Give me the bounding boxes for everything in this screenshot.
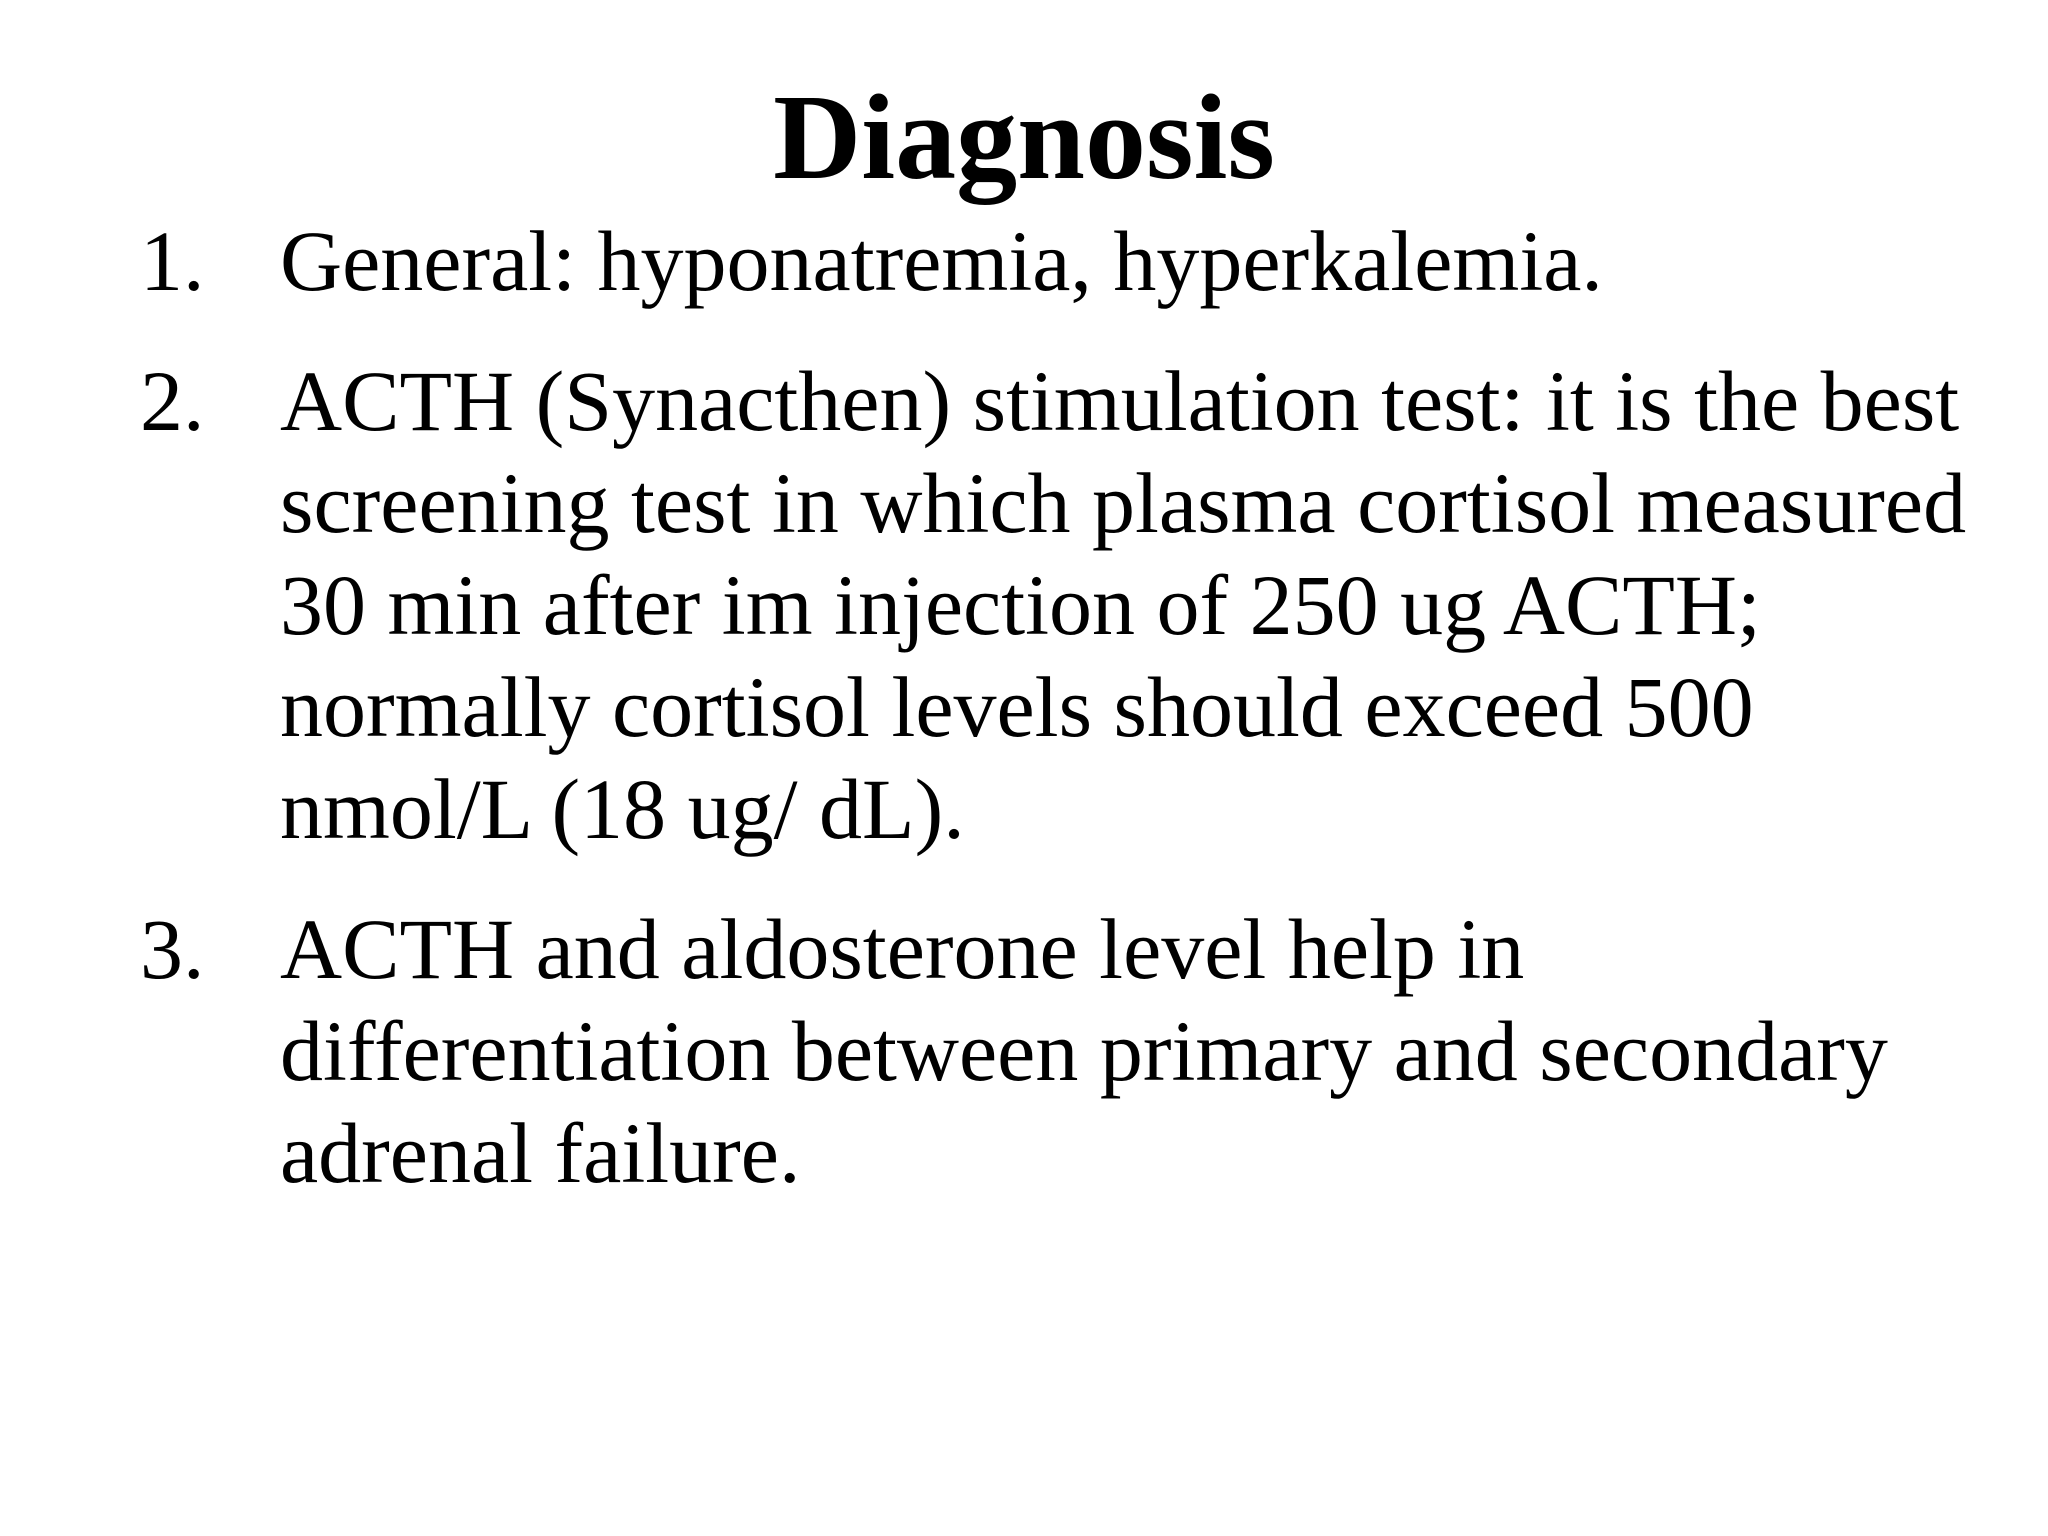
list-item-number: 1. xyxy=(140,213,205,309)
list-item xyxy=(140,210,2000,312)
list-item-text: ACTH (Synacthen) stimulation test: it is the best screening test in which plasma cortisol measured 30 min after im injection of 250 ug ACTH; normally cortisol levels should exceed 500 nmol/L (18 ug/ dL). xyxy=(280,353,1967,857)
slide-title: Diagnosis xyxy=(773,70,1275,205)
list-item xyxy=(140,350,2000,860)
list-item-number: 3. xyxy=(140,901,205,997)
list-item-number: 2. xyxy=(140,353,205,449)
list-item xyxy=(140,898,2000,1204)
list-item-text: General: hyponatremia, hyperkalemia. xyxy=(280,213,1603,309)
list-item-text: ACTH and aldosterone level help in differentiation between primary and secondary adrenal failure. xyxy=(280,901,1888,1201)
diagnosis-list xyxy=(140,210,2000,1204)
